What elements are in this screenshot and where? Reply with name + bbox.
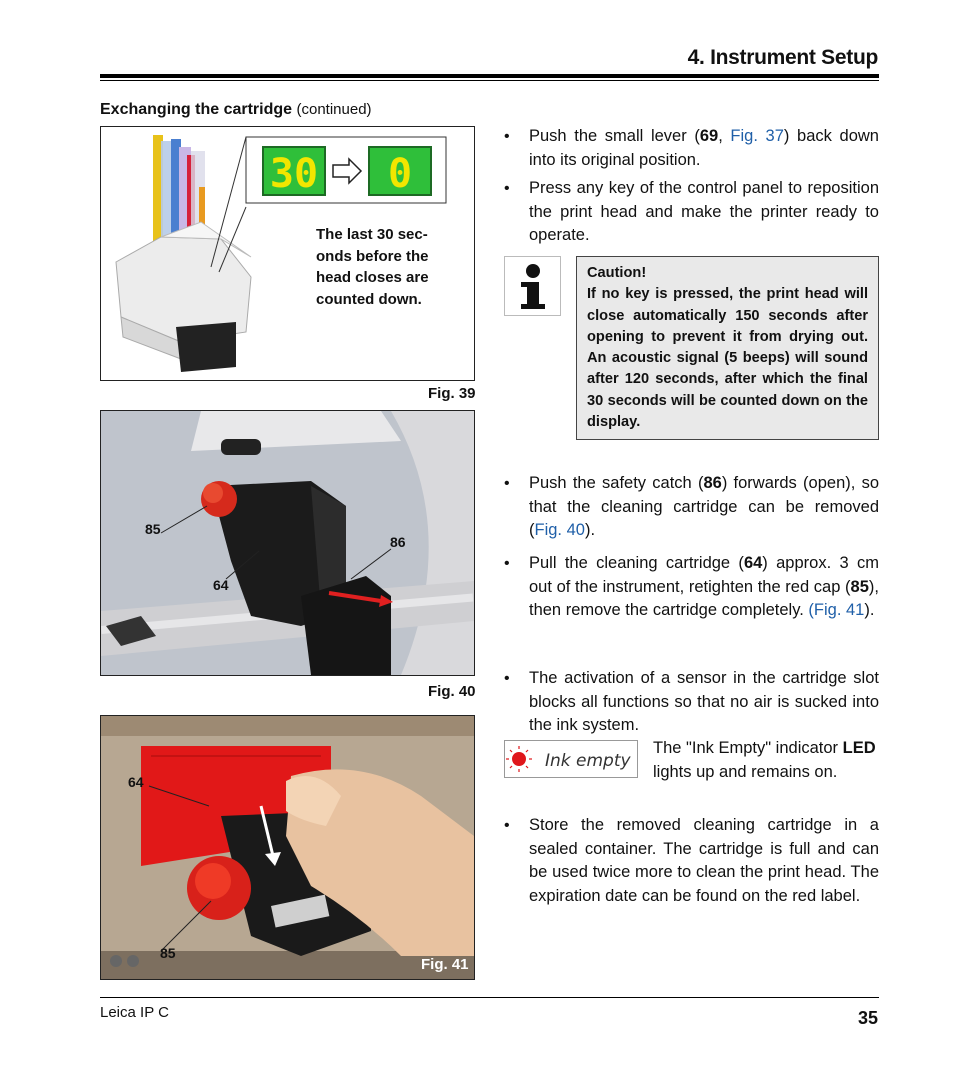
- bullet-marker: •: [504, 180, 510, 197]
- cartridge-removal-photo: [101, 716, 474, 979]
- ref-64: 64: [743, 554, 763, 572]
- link-fig-41[interactable]: (Fig. 41: [808, 601, 865, 619]
- figure-41-caption: Fig. 41: [421, 956, 469, 973]
- separator: ,: [718, 127, 731, 145]
- ink-empty-indicator: [504, 740, 638, 778]
- ink-text-end: lights up and remains on.: [653, 762, 838, 781]
- ink-text: The "Ink Empty" indicator: [653, 739, 843, 757]
- instruction-1-end: ) back down into its original position.: [529, 127, 879, 169]
- info-icon: [504, 256, 561, 316]
- link-fig-37[interactable]: Fig. 37: [730, 127, 784, 145]
- bullet-marker: •: [504, 128, 510, 145]
- instruction-4: [529, 552, 879, 623]
- footer-product-name: Leica IP C: [100, 1004, 169, 1021]
- instruction-1-text: Push the small lever (: [529, 127, 700, 145]
- bullet-marker: •: [504, 555, 510, 572]
- instruction-2: Press any key of the control panel to reposition the print head and make the printer ready to operate.: [529, 179, 879, 244]
- figure-41: [100, 715, 475, 980]
- instruction-3-mid: ) forwards (open), so that the cleaning cartridge can be removed (: [529, 474, 879, 539]
- instruction-1: [529, 125, 879, 172]
- instruction-3: [529, 472, 879, 543]
- label-64: 64: [213, 577, 229, 593]
- caution-body: If no key is pressed, the print head will close automatically 150 seconds after opening to prevent it from drying out. An acoustic signal (5 beeps) will sound after 120 seconds, after which the final 30 seconds will be counted down on the display.: [587, 286, 868, 431]
- figure-39: [100, 126, 475, 381]
- section-title-text: Exchanging the cartridge: [100, 101, 293, 118]
- instruction-4-end: ).: [864, 601, 875, 619]
- instruction-3-text: Push the safety catch (: [529, 474, 704, 492]
- caution-title: Caution!: [587, 265, 647, 281]
- label-64: 64: [128, 774, 144, 790]
- section-subtitle: (continued): [296, 101, 372, 118]
- bullet-marker: •: [504, 670, 510, 687]
- ref-69: 69: [699, 127, 719, 145]
- ref-86: 86: [703, 474, 722, 492]
- instruction-5: The activation of a sensor in the cartridge slot blocks all functions so that no air is sucked into the ink system.: [529, 669, 879, 734]
- page-number: 35: [857, 1008, 878, 1028]
- bullet-marker: •: [504, 817, 510, 834]
- label-86: 86: [390, 534, 406, 550]
- instruction-3-end: ).: [584, 521, 596, 539]
- section-title: [100, 101, 372, 119]
- ink-text-led: LED: [842, 739, 876, 757]
- figure-39-description: The last 30 sec-onds before the head closes are counted down.: [316, 226, 429, 308]
- footer-rule: [100, 997, 879, 998]
- label-85: 85: [145, 521, 161, 537]
- chapter-title: 4. Instrument Setup: [687, 46, 878, 69]
- figure-39-caption: Fig. 39: [428, 385, 476, 402]
- ink-indicator-description: [653, 737, 879, 784]
- header-rule-thin: [100, 80, 879, 81]
- instruction-6: Store the removed cleaning cartridge in a sealed container. The cartridge is full and can be used twice more to clean the print head. The expiration date can be found on the red label.: [529, 816, 879, 905]
- link-fig-40[interactable]: Fig. 40: [534, 521, 585, 539]
- caution-box: [576, 256, 879, 440]
- instruction-4-text: Pull the cleaning cartridge (: [529, 554, 744, 572]
- cartridge-slot-photo: [101, 411, 474, 675]
- display-right-value: 0: [387, 151, 413, 197]
- bullet-marker: •: [504, 475, 510, 492]
- ref-85: 85: [850, 577, 869, 596]
- label-85: 85: [160, 945, 176, 961]
- header-rule: [100, 74, 879, 78]
- figure-40: [100, 410, 475, 676]
- figure-40-caption: Fig. 40: [428, 683, 476, 700]
- led-icon: [512, 752, 526, 766]
- instruction-4-mid2: ), then remove the cartridge completely.: [529, 577, 879, 619]
- instruction-4-mid: ) approx. 3 cm out of the instrument, retighten the red cap (: [529, 554, 879, 596]
- ink-empty-label: Ink empty: [545, 751, 631, 771]
- display-left-value: 30: [269, 151, 319, 197]
